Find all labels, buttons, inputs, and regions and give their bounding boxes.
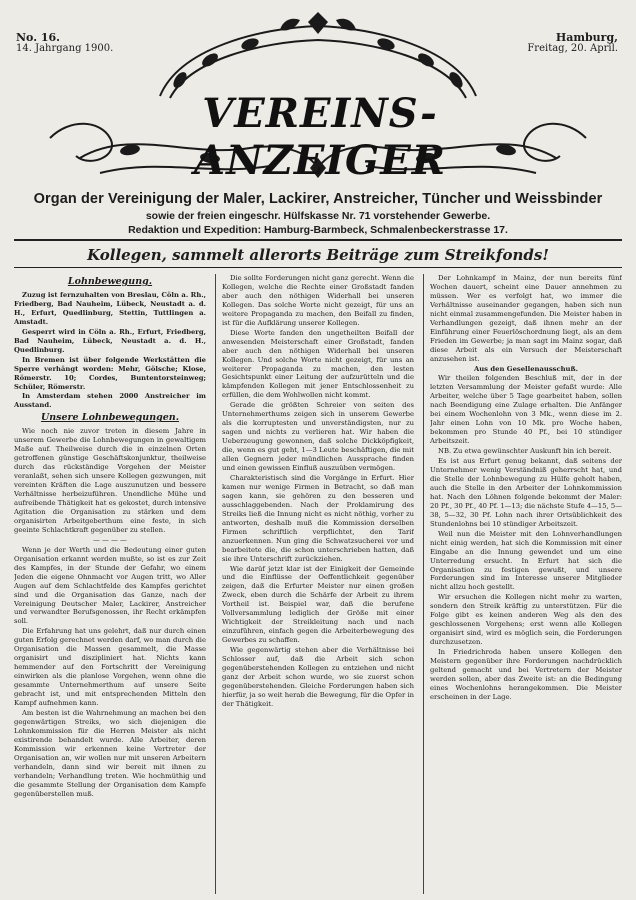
paragraph: Charakteristisch sind die Vorgänge in Erfurt. Hier kamen nur wenige Firmen in Betracht, so daß man sagen kann, sie gehören zu den besseren und ausschlaggebenden. Nach der Proklamirung des Streiks ließ die Innung nicht es nicht nöthig, vorher zu antworten, deshalb muß die Kommission derselben Firmen schriftlich verpflichtet, den Tarif anzuerkennen. Nun ging die Schwatzsucherei vor und bearbeitete die, die schon unterschrieben hatten, daß sie ihre Unterschrift zurückziehen. xyxy=(222,473,414,563)
column-divider xyxy=(423,274,424,894)
paragraph: Es ist aus Erfurt genug bekannt, daß seitens der Unternehmer wenig Verständniß geherrscht hat, und die Stelle der Lohnbewegung zu Hülfe geholt haben, auch die Stelle in den Arbeiter der Lohnkommission hat. Nach den Löhnen folgende bekommt der Maler: 20 Pf., 30 Pf., 40 Pf. 1—13; die nächste Stufe 4—15, 5—38, 5—32, 30 Pf. Lohn nach ihrer Ortsüblichkeit des Stundenlohns bei 10 stündiger Arbeitszeit. xyxy=(430,457,622,528)
heading-lohnbewegung: Lohnbewegung. xyxy=(67,276,153,287)
paragraph: Gerade die größten Schreier von seiten des Unternehmerthums zeigen sich in unserem Gewerbe als die korruptesten und unverständigsten, nur zu sagen und nichts zu verlieren hat. Wir haben die Ueberzeugung gewonnen, daß solche Dickköpfigkeit, die, wenn es gut geht, 1—3 Leute beschäftigen, die mit allen Gegnern jeder mündlichen Aussprache finden und einen gewissen Einfluß auszuüben vermögen. xyxy=(222,401,414,473)
issue-number: No. 16. xyxy=(16,31,60,44)
subtitle-organ: Organ der Vereinigung der Maler, Lackirer, Anstreicher, Tüncher und Weissbinder xyxy=(33,191,603,207)
subtitle-redaktion: Redaktion und Expedition: Hamburg-Barmbeck, Schmalenbeckerstrasse 17. xyxy=(128,224,508,236)
paragraph: Der Lohnkampf in Mainz, der nun bereits fünf Wochen dauert, scheint eine Dauer annehmen zu müssen. Wer es verfolgt hat, wo immer die Verhältnisse auseinander gegangen, haben sich nun nicht einmal zusammengefunden. Die Meister haben in Verhandlungen gezeigt, daß ihnen mehr an der Einführung einer Feuerlöschordnung liegt, als an dem Frieden im Gewerbe; ja man sagt im Mainz sogar, daß diese Arbeit als ein Versuch der Meisterschaft anzusehen ist. xyxy=(430,274,622,363)
slogan-rule xyxy=(14,267,622,268)
issue-volume: 14. Jahrgang 1900. xyxy=(16,43,114,54)
paragraph: Wir ersuchen die Kollegen nicht mehr zu warten, sondern den Streik kräftig zu unterstützen. Für die Folge gibt es keinen anderen Weg als den des geschlossenen Vorgehens; erst wenn alle Kollegen organisirt sind, wird es möglich sein, die Forderungen durchzusetzen. xyxy=(430,593,622,647)
column-divider xyxy=(215,274,216,894)
paragraph: Wir theilen folgenden Beschluß mit, der in der letzten Versammlung der Meister gefaßt wurde: Alle Arbeiter, welche über 5 Tage gearbeitet haben, sollen nach Beendigung eine Zulage erhalten. Die Anfänger bei einem Wochenlohn von 3 Mk., wenn diese im 2. Jahr einen Lohn von 10 Mk. pro Woche haben, bekommen pro Stunde 40 Pf., bei 10 stündiger Arbeitszeit. xyxy=(430,374,622,446)
paragraph: NB. Zu etwa gewünschter Auskunft bin ich bereit. xyxy=(438,447,612,456)
separator: — — — — xyxy=(93,535,127,544)
header-rule xyxy=(14,239,622,241)
paragraph: Wie darüf jetzt klar ist der Einigkeit der Gemeinde und die Einflüsse der Oeffentlichkeit gegenüber zeigen, daß die Erfurter Meister nur einen großen Zweck, eben durch die Schärfe der Arbeit zu ihrem Vortheil ist. Beispiel war, daß die berufene Vollversammlung lediglich der Größe mit einer Wichtigkeit der Streikleitung nach und nach einzuführen, einfach gegen die Arbeiterbewegung des Gewerbes zu schaffen. xyxy=(222,564,414,645)
paragraph: Die sollte Forderungen nicht ganz gerecht. Wenn die Kollegen, welche die Rechte einer Großstadt fanden aber auch den nöthigen Widerhall bei unseren Kollegen. Das solche Worte nicht gezeigt, für uns an weitere Propaganda zu machen, den Beifall zu finden, ist für die Aufklärung unserer Kollegen. xyxy=(222,274,414,327)
issue-date: Freitag, 20. April. xyxy=(527,43,618,54)
paragraph: Wie gegenwärtig stehen aber die Verhältnisse bei Schlosser auf, daß die Arbeit sich schon gegenüberstehenden Kollegen zu entziehen und nicht ganz der Arbeit schon wurde, wo sie zuerst schon gegenüberstehenden. Gleiche Forderungen haben sich hierfür, ja so weit herab die Bewegung, für die Opfer in der Thätigkeit. xyxy=(222,646,414,708)
paragraph: Zuzug ist fernzuhalten von Breslau, Cöln a. Rh., Friedberg, Bad Nauheim, Lübeck, Neustadt a. d. H., Erfurt, Quedlinburg, Stettin, Tuttlingen a. Amstadt. xyxy=(14,291,206,326)
paragraph: In Bremen ist über folgende Werkstätten die Sperre verhängt worden: Mehr, Gölsche; Klose, Römerstr. 10; Cordes, Buntentorsteinweg; Schüler, Römerstr. xyxy=(14,355,206,391)
paragraph: Am besten ist die Wahrnehmung an machen bei den gegenwärtigen Streiks, wo sich diejenigen die Lohnkommission für die Herren Meister als nicht existirende behandelt wurde. Alle Arbeiter, deren Kommission wir erkennen keine Vertreter der Organisation an, wir wollen nur mit unseren Arbeitern verhandeln, dann sind wir bereit mit ihnen zu verhandeln; Verhandlung treten. Wie hochmüthig und die gesammte Stellung der Organisation dem Kampfe gegenüberstellen muß. xyxy=(14,708,206,798)
paragraph: Weil nun die Meister mit den Lohnverhandlungen nicht einig werden, hat sich die Kommission mit einer Eingabe an die Innung gewendet und um eine Unterredung ersucht. In Erfurt hat sich die Organisation zu festigen gewußt, und unsere Forderungen sind im Interesse unserer Mitglieder nicht allzu hoch gestellt. xyxy=(430,529,622,592)
paragraph: In Friedrichroda haben unsere Kollegen den Meistern gegenüber ihre Forderungen nachdrücklich geltend gemacht und bei Vertretern der Meister werden sollen, aber das Zweite ist: an die Bedingung eines Wochenlohns herangekommen. Die Meister erscheinen in der Lage. xyxy=(430,648,622,701)
subheading: Aus den Gesellenausschuß. xyxy=(473,364,579,373)
paragraph: Wie noch nie zuvor treten in diesem Jahre in unserem Gewerbe die Lohnbewegungen in gewaltigem Maße auf. Theilweise durch die in einzelnen Orten getroffenen günstige Geschäftskonjunktur, theilweise durch das rückständige Vorgehen der Meister veranlaßt, sehen sich unsere Kollegen gezwungen, mit vereinten Kräften die Lage auszunutzen und bessere Verhältnisse herbeizuführen. Unendliche Mühe und aufreibende Thätigkeit hat es gekostet, durch intensive Agitation die Organisation zu stärken und dem organisirten Arbeitgeberthum eine feste, in sich geeinte Schlachtkraft gegenüber zu stellen. xyxy=(14,427,206,534)
newspaper-page xyxy=(10,8,626,896)
subtitle-sowie: sowie der freien eingeschr. Hülfskasse Nr. 71 vorstehender Gewerbe. xyxy=(145,210,491,222)
issue-city: Hamburg, xyxy=(555,31,618,44)
masthead-title: VEREINS-ANZEIGER xyxy=(194,90,446,184)
slogan: Kollegen, sammelt allerorts Beiträge zum Streikfonds! xyxy=(87,246,549,264)
column-3 xyxy=(430,274,622,894)
paragraph: Diese Worte fanden den ungetheilten Beifall der anwesenden Meisterschaft einer Großstadt, fanden aber auch den nöthigen Widerhall bei unseren Kollegen. Und solche Worte nicht gezeigt, für uns an weiterer Propaganda zu machen, den lesten Gesichtspunkt einer Leitung der aufzurütteln und die kämpfenden Kollegen mit jener Entschlossenheit zu erfüllen, die dem Wohlwollen nicht kommt. xyxy=(222,328,414,400)
heading-unsere-lohnbewegungen: Unsere Lohnbewegungen. xyxy=(40,412,180,424)
paragraph: Gesperrt wird in Cöln a. Rh., Erfurt, Friedberg, Bad Nauheim, Lübeck, Neustadt a. d. H., Quedlinburg. xyxy=(14,327,206,354)
column-1 xyxy=(14,274,206,894)
paragraph: Die Erfahrung hat uns gelehrt, daß nur durch einen guten Erfolg gerechnet werden darf, wo man durch die Organisation die Massen gesammelt, die Masse organisirt und diszipliniert hat. Nichts kann hemmender auf den Fortschritt der Vereinigung einwirken als die planlose Vorgehen, wenn ohne die gesammte Unternehmerthum auf unsere Seite gebracht ist, und mit entsprechenden Mitteln den Kampf aufnehmen kann. xyxy=(14,627,206,707)
column-2 xyxy=(222,274,414,894)
paragraph: In Amsterdam stehen 2000 Anstreicher im Ausstand. xyxy=(14,392,206,410)
paragraph: Wenn je der Werth und die Bedeutung einer guten Organisation erkannt werden mußte, so ist es zur Zeit des Kampfes, in der Stunde der Gefahr, wo einem Jeden die eigene Ohnmacht vor Augen tritt, wo Aller Augen auf dem Schlachtfelde des Kampfes gerichtet sind und die Organisation das Ganze, nach der Vereinigung Deutscher Maler, Lackirer, Anstreicher und verwandter Berufsgenossen, ihr Recht erkämpfen soll. xyxy=(14,545,206,626)
